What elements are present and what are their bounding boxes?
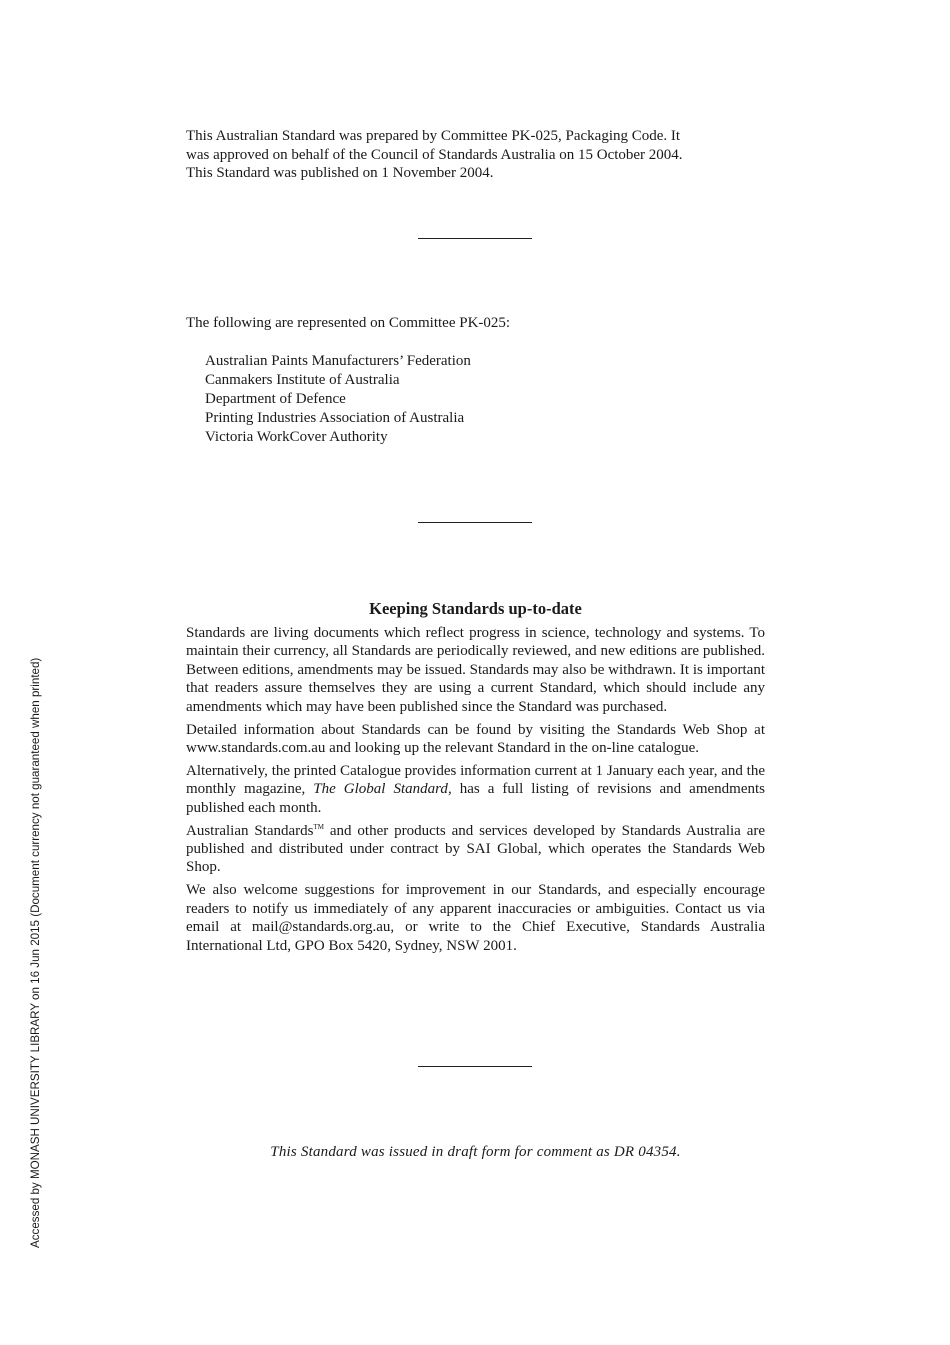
committee-intro: The following are represented on Committee PK-025: bbox=[186, 315, 511, 331]
body-paragraph bbox=[186, 762, 765, 817]
publication-notice-line: This Standard was published on 1 November 2004. bbox=[186, 165, 494, 181]
body-text: and other products and services developed by Standards Australia are published and distributed under contract by SAI Global, which operates the Standards Web Shop. bbox=[186, 822, 766, 876]
body-text: Alternatively, the printed Catalogue provides information current at 1 January each year, and the monthly magazine, bbox=[186, 762, 765, 798]
publication-notice bbox=[186, 127, 765, 183]
section-divider bbox=[418, 1066, 532, 1067]
trademark-mark: TM bbox=[313, 822, 325, 831]
body-paragraph: Detailed information about Standards can be found by visiting the Standards Web Shop at www.standards.com.au and looking up the relevant Standard in the on-line catalogue. bbox=[186, 721, 765, 756]
publication-notice-line: This Australian Standard was prepared by Committee PK-025, Packaging Code. It bbox=[186, 128, 681, 144]
body-paragraph bbox=[186, 822, 765, 877]
committee-member: Printing Industries Association of Australia bbox=[205, 410, 465, 426]
committee-member: Canmakers Institute of Australia bbox=[205, 372, 400, 388]
section-divider bbox=[418, 238, 532, 239]
access-stamp: Accessed by MONASH UNIVERSITY LIBRARY on 16 Jun 2015 (Document currency not guaranteed when printed) bbox=[29, 657, 42, 1248]
committee-member: Department of Defence bbox=[205, 391, 346, 407]
section-divider bbox=[418, 522, 532, 523]
magazine-title: The Global Standard bbox=[313, 781, 448, 798]
body-text: Australian Standards bbox=[186, 822, 314, 839]
committee-member: Victoria WorkCover Authority bbox=[205, 429, 388, 445]
keeping-standards-body bbox=[186, 624, 765, 959]
draft-note: This Standard was issued in draft form for comment as DR 04354. bbox=[270, 1144, 681, 1160]
committee-member-list bbox=[205, 352, 471, 447]
body-text: , has a full listing of revisions and amendments published each month. bbox=[186, 781, 765, 816]
body-paragraph: Standards are living documents which reflect progress in science, technology and systems. To maintain their currency, all Standards are periodically reviewed, and new editions are published. Between editions, amendments may be issued. Standards may also be withdrawn. It is important that readers assure themselves they are using a current Standard, which should include any amendments which may have been published since the Standard was purchased. bbox=[186, 625, 765, 715]
section-heading: Keeping Standards up-to-date bbox=[369, 599, 582, 618]
publication-notice-line: was approved on behalf of the Council of Standards Australia on 15 October 2004. bbox=[186, 146, 683, 163]
body-paragraph: We also welcome suggestions for improvement in our Standards, and especially encourage readers to notify us immediately of any apparent inaccuracies or ambiguities. Contact us via email at mail@standards.org.au, or write to the Chief Executive, Standards Australia International Ltd, GPO Box 5420, Sydney, NSW 2001. bbox=[186, 882, 765, 954]
committee-member: Australian Paints Manufacturers’ Federation bbox=[205, 353, 471, 369]
